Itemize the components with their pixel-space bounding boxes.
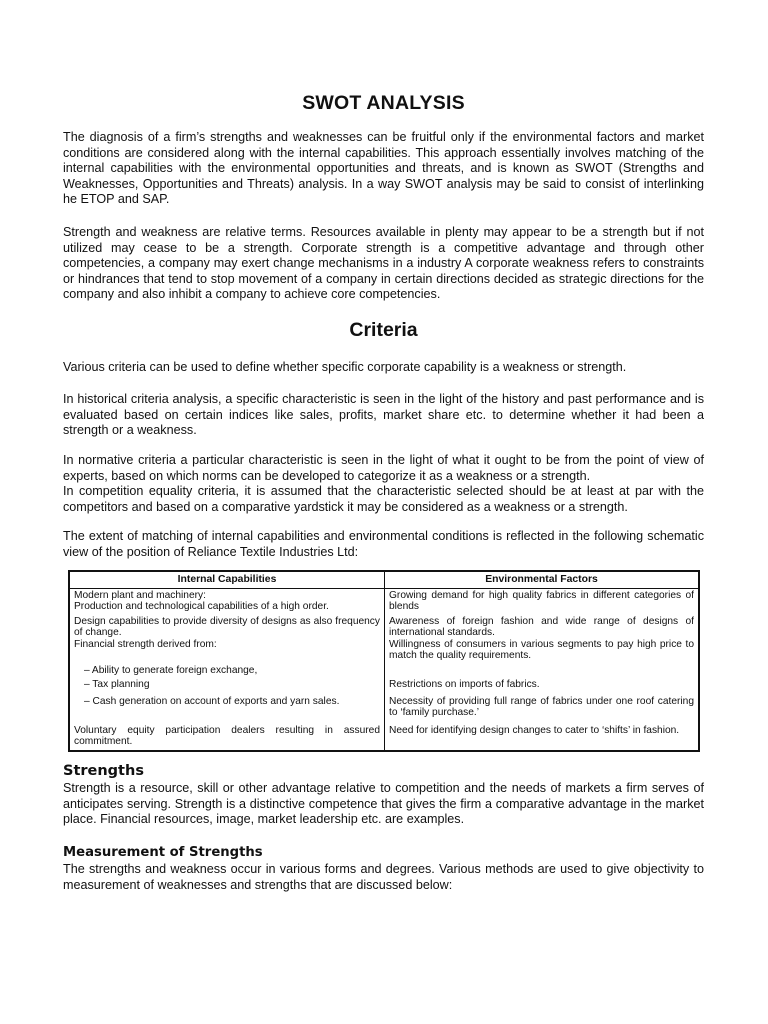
table-cell	[385, 615, 700, 664]
table-header-environmental: Environmental Factors	[385, 571, 700, 588]
cell-text: Necessity of providing full range of fabrics under one roof catering to ‘family purchase.’	[389, 695, 694, 718]
cell-text: Growing demand for high quality fabrics in different categories of blends	[389, 589, 694, 612]
criteria-paragraph-3: In normative criteria a particular characteristic is seen in the light of what it ought to be from the point of view of experts, based on which norms can be developed to categorize it as a weakness or a strength.	[63, 453, 704, 483]
table-row	[69, 664, 699, 693]
table-cell	[385, 664, 700, 693]
cell-text: Willingness of consumers in various segments to pay high price to match the quality requirements.	[389, 638, 694, 661]
table-cell	[69, 693, 385, 721]
table-cell	[385, 588, 700, 615]
table-cell	[69, 664, 385, 693]
criteria-paragraph-1: Various criteria can be used to define whether specific corporate capability is a weakness or strength.	[63, 360, 627, 374]
criteria-heading: Criteria	[349, 319, 418, 341]
intro-paragraph-2: Strength and weakness are relative terms. Resources available in plenty may appear to be a strength but if not utilized may cease to be a strength. Corporate strength is a competitive advantage and through other competencies, a company may exert change mechanisms in a industry A corporate weakness refers to constraints or hindrances that tend to stop movement of a company in certain directions decided as strategic directions for the company and also inhibit a company to achieve core competencies.	[63, 225, 704, 302]
cell-text: – Cash generation on account of exports and yarn sales.	[84, 695, 340, 707]
table-row	[69, 721, 699, 751]
cell-text: Need for identifying design changes to cater to ‘shifts’ in fashion.	[389, 724, 680, 736]
cell-text: Production and technological capabilities of a high order.	[74, 601, 329, 612]
table-header-internal: Internal Capabilities	[69, 571, 385, 588]
table-cell	[69, 588, 385, 615]
cell-text: Modern plant and machinery:	[74, 589, 206, 601]
criteria-paragraph-4: In competition equality criteria, it is assumed that the characteristic selected should be at least at par with the competitors and based on a comparative yardstick it may be considered as a weakness or a strength.	[63, 484, 704, 514]
criteria-paragraph-5: The extent of matching of internal capabilities and environmental conditions is reflected in the following schematic view of the position of Reliance Textile Industries Ltd:	[63, 529, 704, 559]
criteria-paragraph-2: In historical criteria analysis, a specific characteristic is seen in the light of the history and past performance and is evaluated based on certain indices like sales, profits, market share etc. to determine whether it had been a strength or a weakness.	[63, 392, 704, 438]
table-header-row	[69, 571, 699, 588]
cell-text: Awareness of foreign fashion and wide range of designs of international standards.	[389, 615, 694, 638]
cell-text: Design capabilities to provide diversity of designs as also frequency of change.	[74, 615, 380, 638]
table-cell	[69, 721, 385, 751]
intro-paragraph-1: The diagnosis of a firm’s strengths and weaknesses can be fruitful only if the environmental factors and market conditions are considered along with the internal capabilities. This approach essentially involves matching of the internal capabilities with the environmental opportunities and threats, and is known as SWOT (Strengths and Weaknesses, Opportunities and Threats) analysis. In a way SWOT analysis may be said to consist of interlinking he ETOP and SAP.	[63, 130, 704, 207]
cell-text: Voluntary equity participation dealers resulting in assured commitment.	[74, 724, 380, 747]
strengths-heading: Strengths	[63, 763, 144, 779]
table-row	[69, 615, 699, 664]
page-title: SWOT ANALYSIS	[302, 92, 465, 114]
measurement-heading: Measurement of Strengths	[63, 845, 263, 860]
table-row	[69, 588, 699, 615]
table-cell	[385, 721, 700, 751]
capabilities-table	[68, 570, 700, 752]
table-cell	[69, 615, 385, 664]
strengths-paragraph: Strength is a resource, skill or other advantage relative to competition and the needs of markets a firm serves of anticipates serving. Strength is a distinctive competence that gives the firm a comparative advantage in the market place. Financial resources, image, market leadership etc. are examples.	[63, 781, 704, 827]
table-row	[69, 693, 699, 721]
cell-text: – Tax planning	[84, 679, 150, 690]
cell-text: Restrictions on imports of fabrics.	[389, 678, 540, 690]
table-cell	[385, 693, 700, 721]
cell-text: – Ability to generate foreign exchange,	[84, 664, 258, 676]
measurement-paragraph: The strengths and weakness occur in various forms and degrees. Various methods are used to give objectivity to measurement of weaknesses and strengths that are discussed below:	[63, 862, 704, 892]
cell-text: Financial strength derived from:	[74, 638, 217, 650]
